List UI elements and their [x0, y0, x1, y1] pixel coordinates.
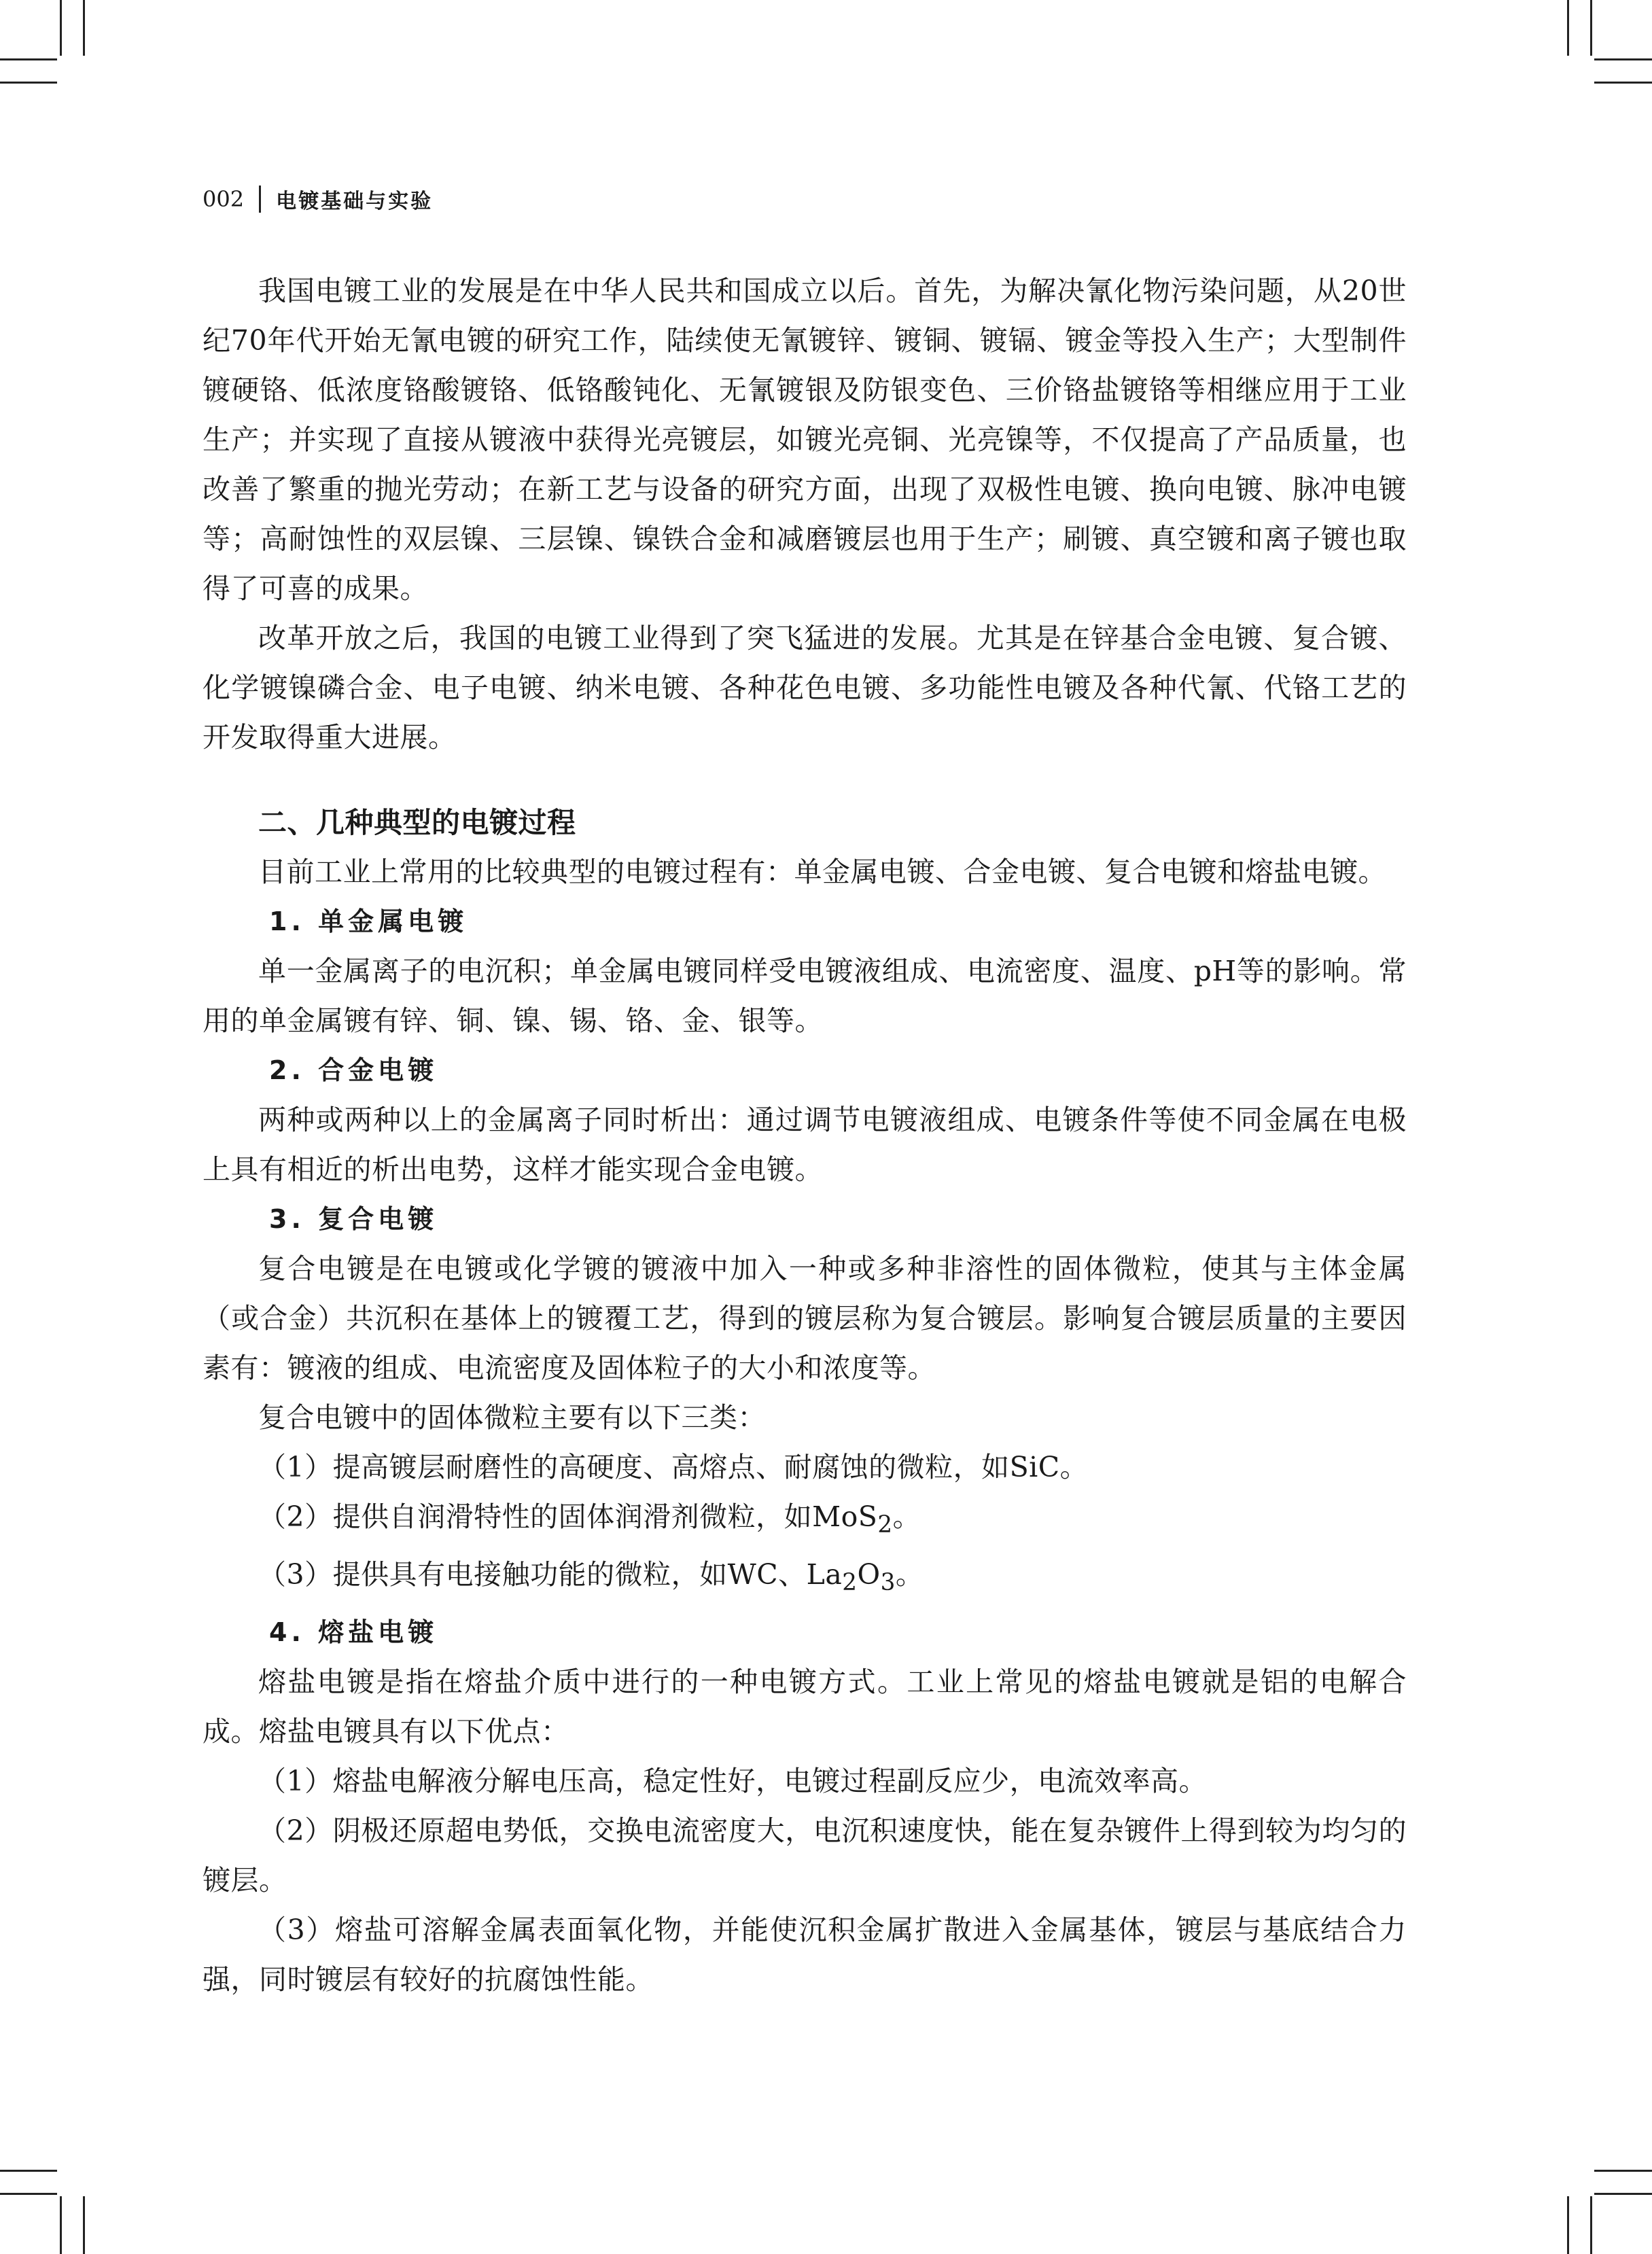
paragraph: 复合电镀是在电镀或化学镀的镀液中加入一种或多种非溶性的固体微粒，使其与主体金属（或合金）共沉积在基体上的镀覆工艺，得到的镀层称为复合镀层。影响复合镀层质量的主要因素有：镀液的组成、电流密度及固体粒子的大小和浓度等。	[203, 1252, 1407, 1384]
crop-mark	[1590, 0, 1592, 56]
crop-mark	[0, 2193, 57, 2195]
crop-mark	[60, 0, 62, 56]
subsection-heading: 3. 复合电镀	[269, 1204, 438, 1234]
subsection-heading: 1. 单金属电镀	[269, 906, 468, 936]
crop-mark	[1594, 2193, 1652, 2195]
list-item-text: （3）提供具有电接触功能的微粒，如WC、La	[258, 1558, 843, 1591]
crop-mark	[0, 82, 57, 84]
book-title: 电镀基础与实验	[276, 190, 434, 213]
paragraph: 目前工业上常用的比较典型的电镀过程有：单金属电镀、合金电镀、复合电镀和熔盐电镀。	[258, 856, 1386, 888]
list-item: （2）阴极还原超电势低，交换电流密度大，电沉积速度快，能在复杂镀件上得到较为均匀的镀层。	[203, 1814, 1407, 1897]
crop-mark	[0, 58, 57, 60]
list-item-text: 。	[895, 1558, 924, 1591]
crop-mark	[83, 0, 85, 56]
list-item: （1）提高镀层耐磨性的高硬度、高熔点、耐腐蚀的微粒，如SiC。	[258, 1451, 1089, 1483]
paragraph: 改革开放之后，我国的电镀工业得到了突飞猛进的发展。尤其是在锌基合金电镀、复合镀、化学镀镍磷合金、电子电镀、纳米电镀、各种花色电镀、多功能性电镀及各种代氰、代铬工艺的开发取得重大进展。	[203, 622, 1407, 754]
header-divider	[259, 186, 261, 213]
paragraph: 我国电镀工业的发展是在中华人民共和国成立以后。首先，为解决氰化物污染问题，从20世纪70年代开始无氰电镀的研究工作，陆续使无氰镀锌、镀铜、镀镉、镀金等投入生产；大型制件镀硬铬、低浓度铬酸镀铬、低铬酸钝化、无氰镀银及防银变色、三价铬盐镀铬等相继应用于工业生产；并实现了直接从镀液中获得光亮镀层，如镀光亮铜、光亮镍等，不仅提高了产品质量，也改善了繁重的抛光劳动；在新工艺与设备的研究方面，出现了双极性电镀、换向电镀、脉冲电镀等；高耐蚀性的双层镍、三层镍、镍铁合金和减磨镀层也用于生产；刷镀、真空镀和离子镀也取得了可喜的成果。	[203, 275, 1407, 605]
paragraph: 熔盐电镀是指在熔盐介质中进行的一种电镀方式。工业上常见的熔盐电镀就是铝的电解合成。熔盐电镀具有以下优点：	[203, 1666, 1407, 1748]
subscript: 2	[877, 1511, 893, 1539]
paragraph: 两种或两种以上的金属离子同时析出：通过调节电镀液组成、电镀条件等使不同金属在电极上具有相近的析出电势，这样才能实现合金电镀。	[203, 1104, 1407, 1186]
crop-mark	[1590, 2196, 1592, 2254]
paragraph: 复合电镀中的固体微粒主要有以下三类：	[258, 1401, 766, 1434]
crop-mark	[1594, 82, 1652, 84]
subsection-heading: 2. 合金电镀	[269, 1055, 438, 1085]
page-body	[203, 266, 1407, 2005]
list-item-text: O	[857, 1558, 881, 1591]
list-item-text: 。	[892, 1500, 921, 1533]
list-item: （3）熔盐可溶解金属表面氧化物，并能使沉积金属扩散进入金属基体，镀层与基底结合力强，同时镀层有较好的抗腐蚀性能。	[203, 1914, 1407, 1996]
list-item-text: （2）提供自润滑特性的固体润滑剂微粒，如MoS	[258, 1500, 878, 1533]
list-item	[203, 1492, 1407, 1550]
crop-mark	[83, 2196, 85, 2254]
crop-mark	[1567, 0, 1569, 56]
section-heading: 二、几种典型的电镀过程	[258, 806, 576, 839]
list-item	[203, 1550, 1407, 1608]
paragraph: 单一金属离子的电沉积；单金属电镀同样受电镀液组成、电流密度、温度、pH等的影响。常用的单金属镀有锌、铜、镍、锡、铬、金、银等。	[203, 955, 1407, 1037]
subsection-heading: 4. 熔盐电镀	[269, 1617, 438, 1648]
subscript: 3	[880, 1569, 896, 1597]
running-header	[203, 182, 433, 216]
crop-mark	[1567, 2196, 1569, 2254]
list-item: （1）熔盐电解液分解电压高，稳定性好，电镀过程副反应少，电流效率高。	[258, 1765, 1208, 1798]
crop-mark	[60, 2196, 62, 2254]
crop-mark	[0, 2170, 57, 2172]
crop-mark	[1594, 2170, 1652, 2172]
subscript: 2	[842, 1569, 858, 1597]
crop-mark	[1594, 58, 1652, 60]
page-number: 002	[203, 186, 245, 212]
